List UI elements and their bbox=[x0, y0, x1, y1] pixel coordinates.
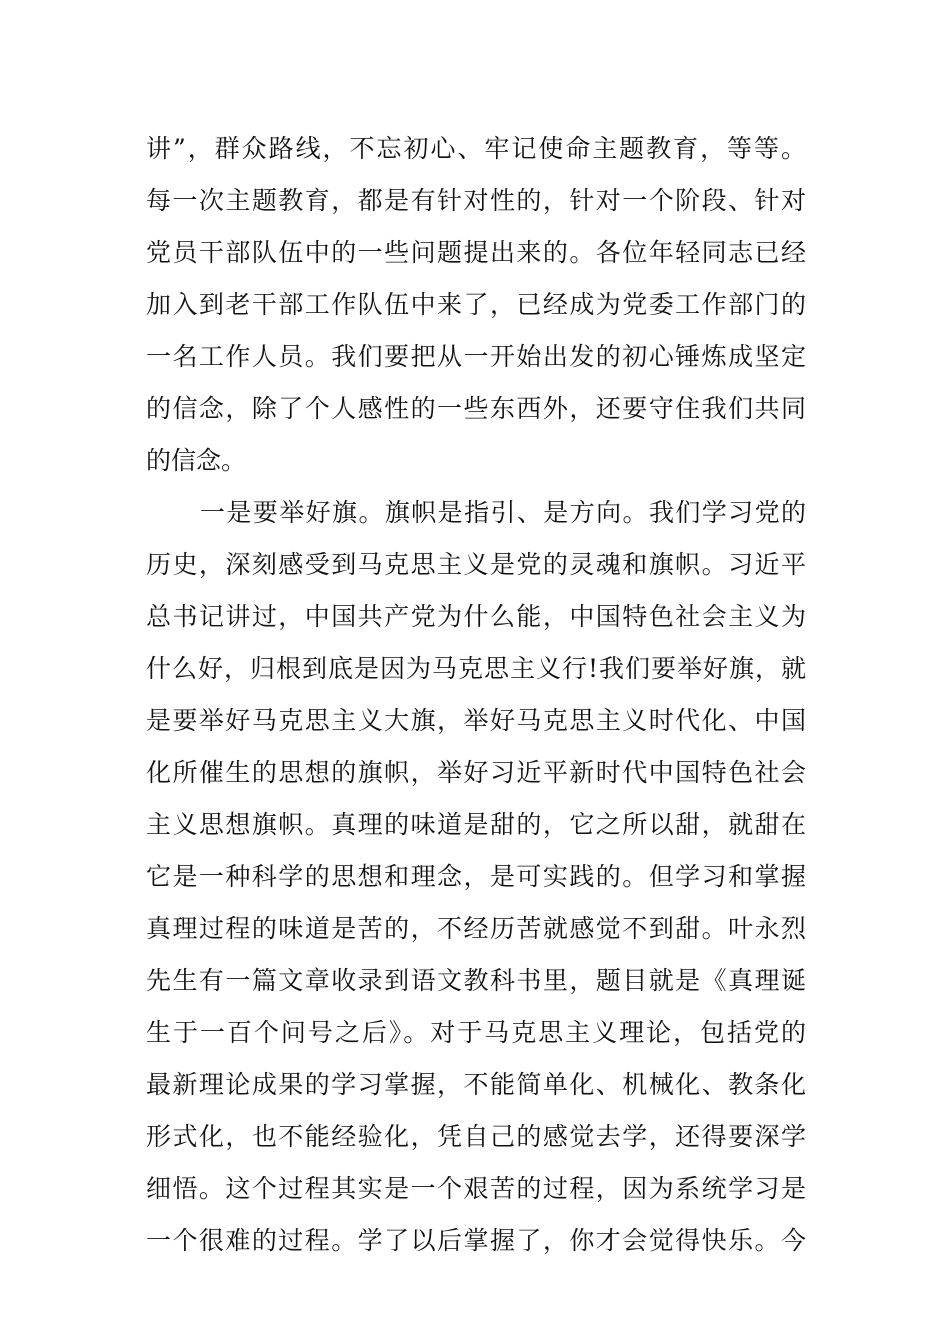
text-line: 总书记讲过，中国共产党为什么能，中国特色社会主义为 bbox=[146, 602, 806, 631]
text-line: 的信念，除了个人感性的一些东西外，还要守住我们共同 bbox=[146, 394, 806, 423]
text-line: 加入到老干部工作队伍中来了，已经成为党委工作部门的 bbox=[146, 290, 806, 319]
text-line: 是要举好马克思主义大旗，举好马克思主义时代化、中国 bbox=[146, 706, 806, 735]
text-line: 细悟。这个过程其实是一个艰苦的过程，因为系统学习是 bbox=[146, 1174, 806, 1203]
text-line: 什么好，归根到底是因为马克思主义行!我们要举好旗，就 bbox=[146, 654, 806, 683]
text-line: 党员干部队伍中的一些问题提出来的。各位年轻同志已经 bbox=[146, 238, 806, 267]
paragraph-start-line: 一是要举好旗。旗帜是指引、是方向。我们学习党的 bbox=[200, 498, 806, 527]
text-line: 一个很难的过程。学了以后掌握了，你才会觉得快乐。今 bbox=[146, 1226, 806, 1255]
text-line: 化所催生的思想的旗帜，举好习近平新时代中国特色社会 bbox=[146, 758, 806, 787]
text-line: 历史，深刻感受到马克思主义是党的灵魂和旗帜。习近平 bbox=[146, 550, 806, 579]
text-line: 的信念。 bbox=[146, 446, 247, 475]
text-line: 主义思想旗帜。真理的味道是甜的，它之所以甜，就甜在 bbox=[146, 810, 806, 839]
text-line: 真理过程的味道是苦的，不经历苦就感觉不到甜。叶永烈 bbox=[146, 914, 806, 943]
text-line: 最新理论成果的学习掌握，不能简单化、机械化、教条化 bbox=[146, 1070, 806, 1099]
text-line: 生于一百个问号之后》。对于马克思主义理论，包括党的 bbox=[146, 1018, 806, 1047]
text-line: 它是一种科学的思想和理念，是可实践的。但学习和掌握 bbox=[146, 862, 806, 891]
text-line: 先生有一篇文章收录到语文教科书里，题目就是《真理诞 bbox=[146, 966, 806, 995]
text-line: 一名工作人员。我们要把从一开始出发的初心锤炼成坚定 bbox=[146, 342, 806, 371]
text-line: 讲”，群众路线，不忘初心、牢记使命主题教育，等等。 bbox=[146, 134, 806, 163]
text-line: 每一次主题教育，都是有针对性的，针对一个阶段、针对 bbox=[146, 186, 806, 215]
text-line: 形式化，也不能经验化，凭自己的感觉去学，还得要深学 bbox=[146, 1122, 806, 1151]
